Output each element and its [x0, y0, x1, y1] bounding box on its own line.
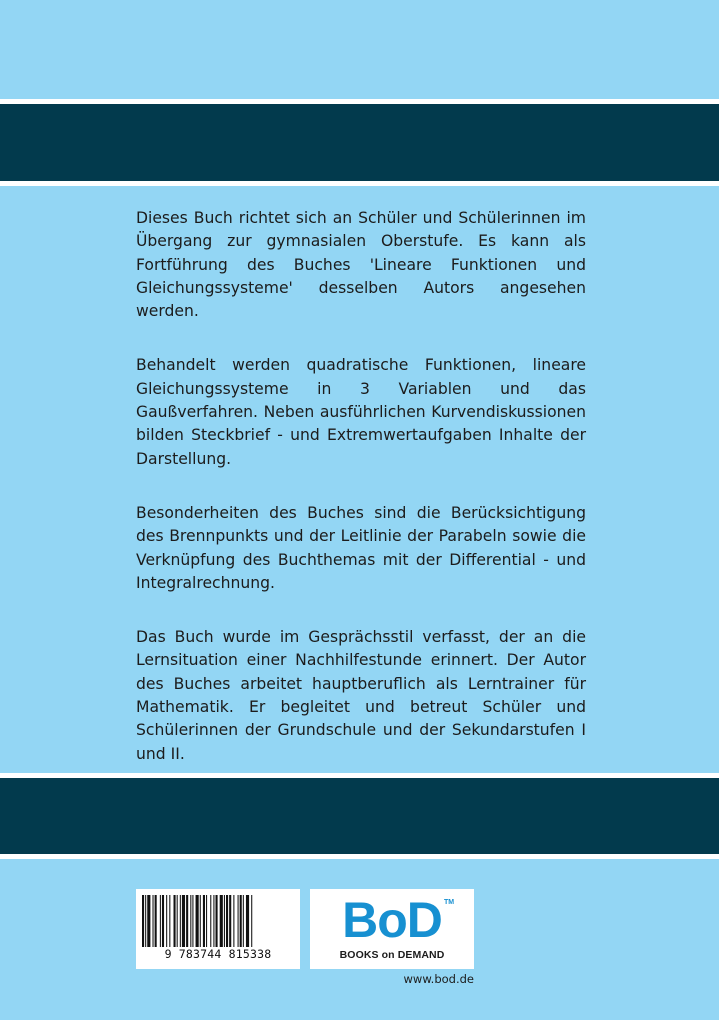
isbn-barcode — [136, 889, 300, 969]
bottom-band — [0, 773, 719, 859]
blurb-paragraph-2: Behandelt werden quadratische Funktionen, lineare Gleichungssysteme in 3 Variablen und das Gaußverfahren. Neben ausführlichen Kurvendiskussionen bilden Steckbrief - und Extremwertaufgaben Inhalte der Darstellung. — [136, 356, 586, 468]
back-cover-blurb — [136, 207, 586, 797]
bod-logo-mark: BoD — [342, 892, 442, 948]
blurb-paragraph-3: Besonderheiten des Buches sind die Berücksichtigung des Brennpunkts und der Leitlinie der Parabeln sowie die Verknüpfung des Buchthemas mit der Differential - und Integralrechnung. — [136, 503, 586, 592]
isbn-number: 9 783744 815338 — [164, 947, 272, 961]
barcode-bars — [140, 895, 296, 947]
bod-tagline: BOOKS on DEMAND — [339, 949, 445, 961]
trademark-symbol: TM — [444, 899, 455, 906]
top-band — [0, 99, 719, 186]
publisher-website: www.bod.de — [403, 972, 474, 986]
bod-logo — [310, 889, 474, 969]
blurb-paragraph-1: Dieses Buch richtet sich an Schüler und Schülerinnen im Übergang zur gymnasialen Oberstufe. Es kann als Fortführung des Buches 'Lineare Funktionen und Gleichungssysteme' desselben Autors angesehen werden. — [136, 209, 586, 321]
blurb-paragraph-4: Das Buch wurde im Gesprächsstil verfasst, der an die Lernsituation einer Nachhilfestunde erinnert. Der Autor des Buches arbeitet hauptberuflich als Lerntrainer für Mathematik. Er begleitet und betreut Schüler und Schülerinnen der Grundschule und der Sekundarstufen I und II. — [136, 628, 586, 763]
